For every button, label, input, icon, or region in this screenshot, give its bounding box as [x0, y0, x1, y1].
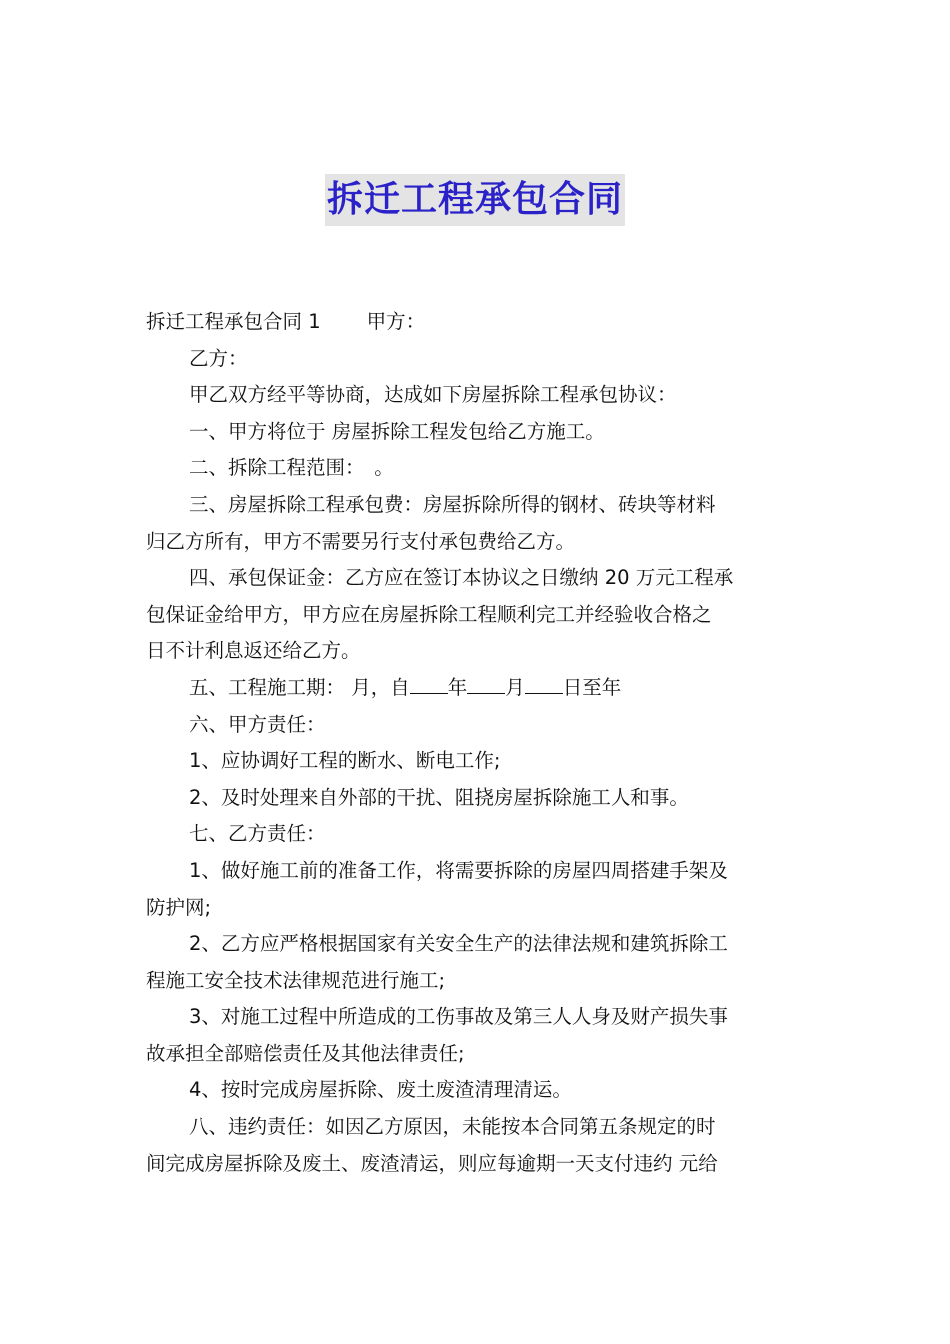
contract-heading: 拆迁工程承包合同 1 — [146, 310, 321, 333]
clause-7-item-1-line-1: 1、做好施工前的准备工作，将需要拆除的房屋四周搭建手架及 — [189, 858, 728, 882]
clause-4-line-1: 四、承包保证金：乙方应在签订本协议之日缴纳 20 万元工程承 — [189, 566, 734, 590]
clause-5-text-1: 五、工程施工期： 月，自 — [189, 675, 410, 699]
clause-7-item-3-line-1: 3、对施工过程中所造成的工伤事故及第三人人身及财产损失事 — [189, 1005, 728, 1029]
clause-5-text-3: 月 — [505, 675, 525, 699]
heading-line — [146, 304, 808, 341]
clause-7-item-2-line-2: 程施工安全技术法律规范进行施工; — [146, 968, 446, 992]
clause-7-item-1-line-2: 防护网; — [146, 895, 212, 919]
clause-5 — [146, 670, 808, 707]
clause-3-line-1: 三、房屋拆除工程承包费：房屋拆除所得的钢材、砖块等材料 — [189, 492, 716, 516]
clause-4-line-3: 日不计利息返还给乙方。 — [146, 639, 361, 663]
blank-field-day — [525, 671, 563, 694]
clause-3-line-2: 归乙方所有，甲方不需要另行支付承包费给乙方。 — [146, 529, 576, 553]
title-block — [0, 174, 950, 226]
clause-5-text-2: 年 — [447, 675, 468, 699]
clause-7-item-2-line-1: 2、乙方应严格根据国家有关安全生产的法律法规和建筑拆除工 — [189, 932, 728, 956]
clause-7-item-4: 4、按时完成房屋拆除、废土废渣清理清运。 — [189, 1078, 572, 1102]
intro-paragraph: 甲乙双方经平等协商，达成如下房屋拆除工程承包协议： — [189, 383, 677, 407]
clause-8-line-2: 间完成房屋拆除及废土、废渣清运，则应每逾期一天支付违约 元给 — [146, 1151, 718, 1175]
clause-8-line-1: 八、违约责任：如因乙方原因，未能按本合同第五条规定的时 — [189, 1115, 716, 1139]
clause-7-heading: 七、乙方责任： — [189, 822, 326, 846]
clause-7-item-3-line-2: 故承担全部赔偿责任及其他法律责任; — [146, 1041, 465, 1065]
clause-4-line-2: 包保证金给甲方，甲方应在房屋拆除工程顺利完工并经验收合格之 — [146, 602, 712, 626]
clause-5-text-4: 日至年 — [562, 675, 622, 699]
clause-1: 一、甲方将位于 房屋拆除工程发包给乙方施工。 — [189, 419, 605, 443]
party-a-label: 甲方： — [366, 310, 426, 333]
clause-6-item-1: 1、应协调好工程的断水、断电工作; — [189, 749, 501, 773]
document-title: 拆迁工程承包合同 — [325, 174, 625, 226]
clause-6-item-2: 2、及时处理来自外部的干扰、阻挠房屋拆除施工人和事。 — [189, 785, 689, 809]
party-b-label: 乙方： — [189, 346, 248, 370]
blank-field-year — [410, 671, 448, 694]
blank-field-month — [467, 671, 505, 694]
document-body — [146, 304, 808, 1182]
clause-2: 二、拆除工程范围： 。 — [189, 456, 394, 480]
clause-6-heading: 六、甲方责任： — [189, 712, 326, 736]
